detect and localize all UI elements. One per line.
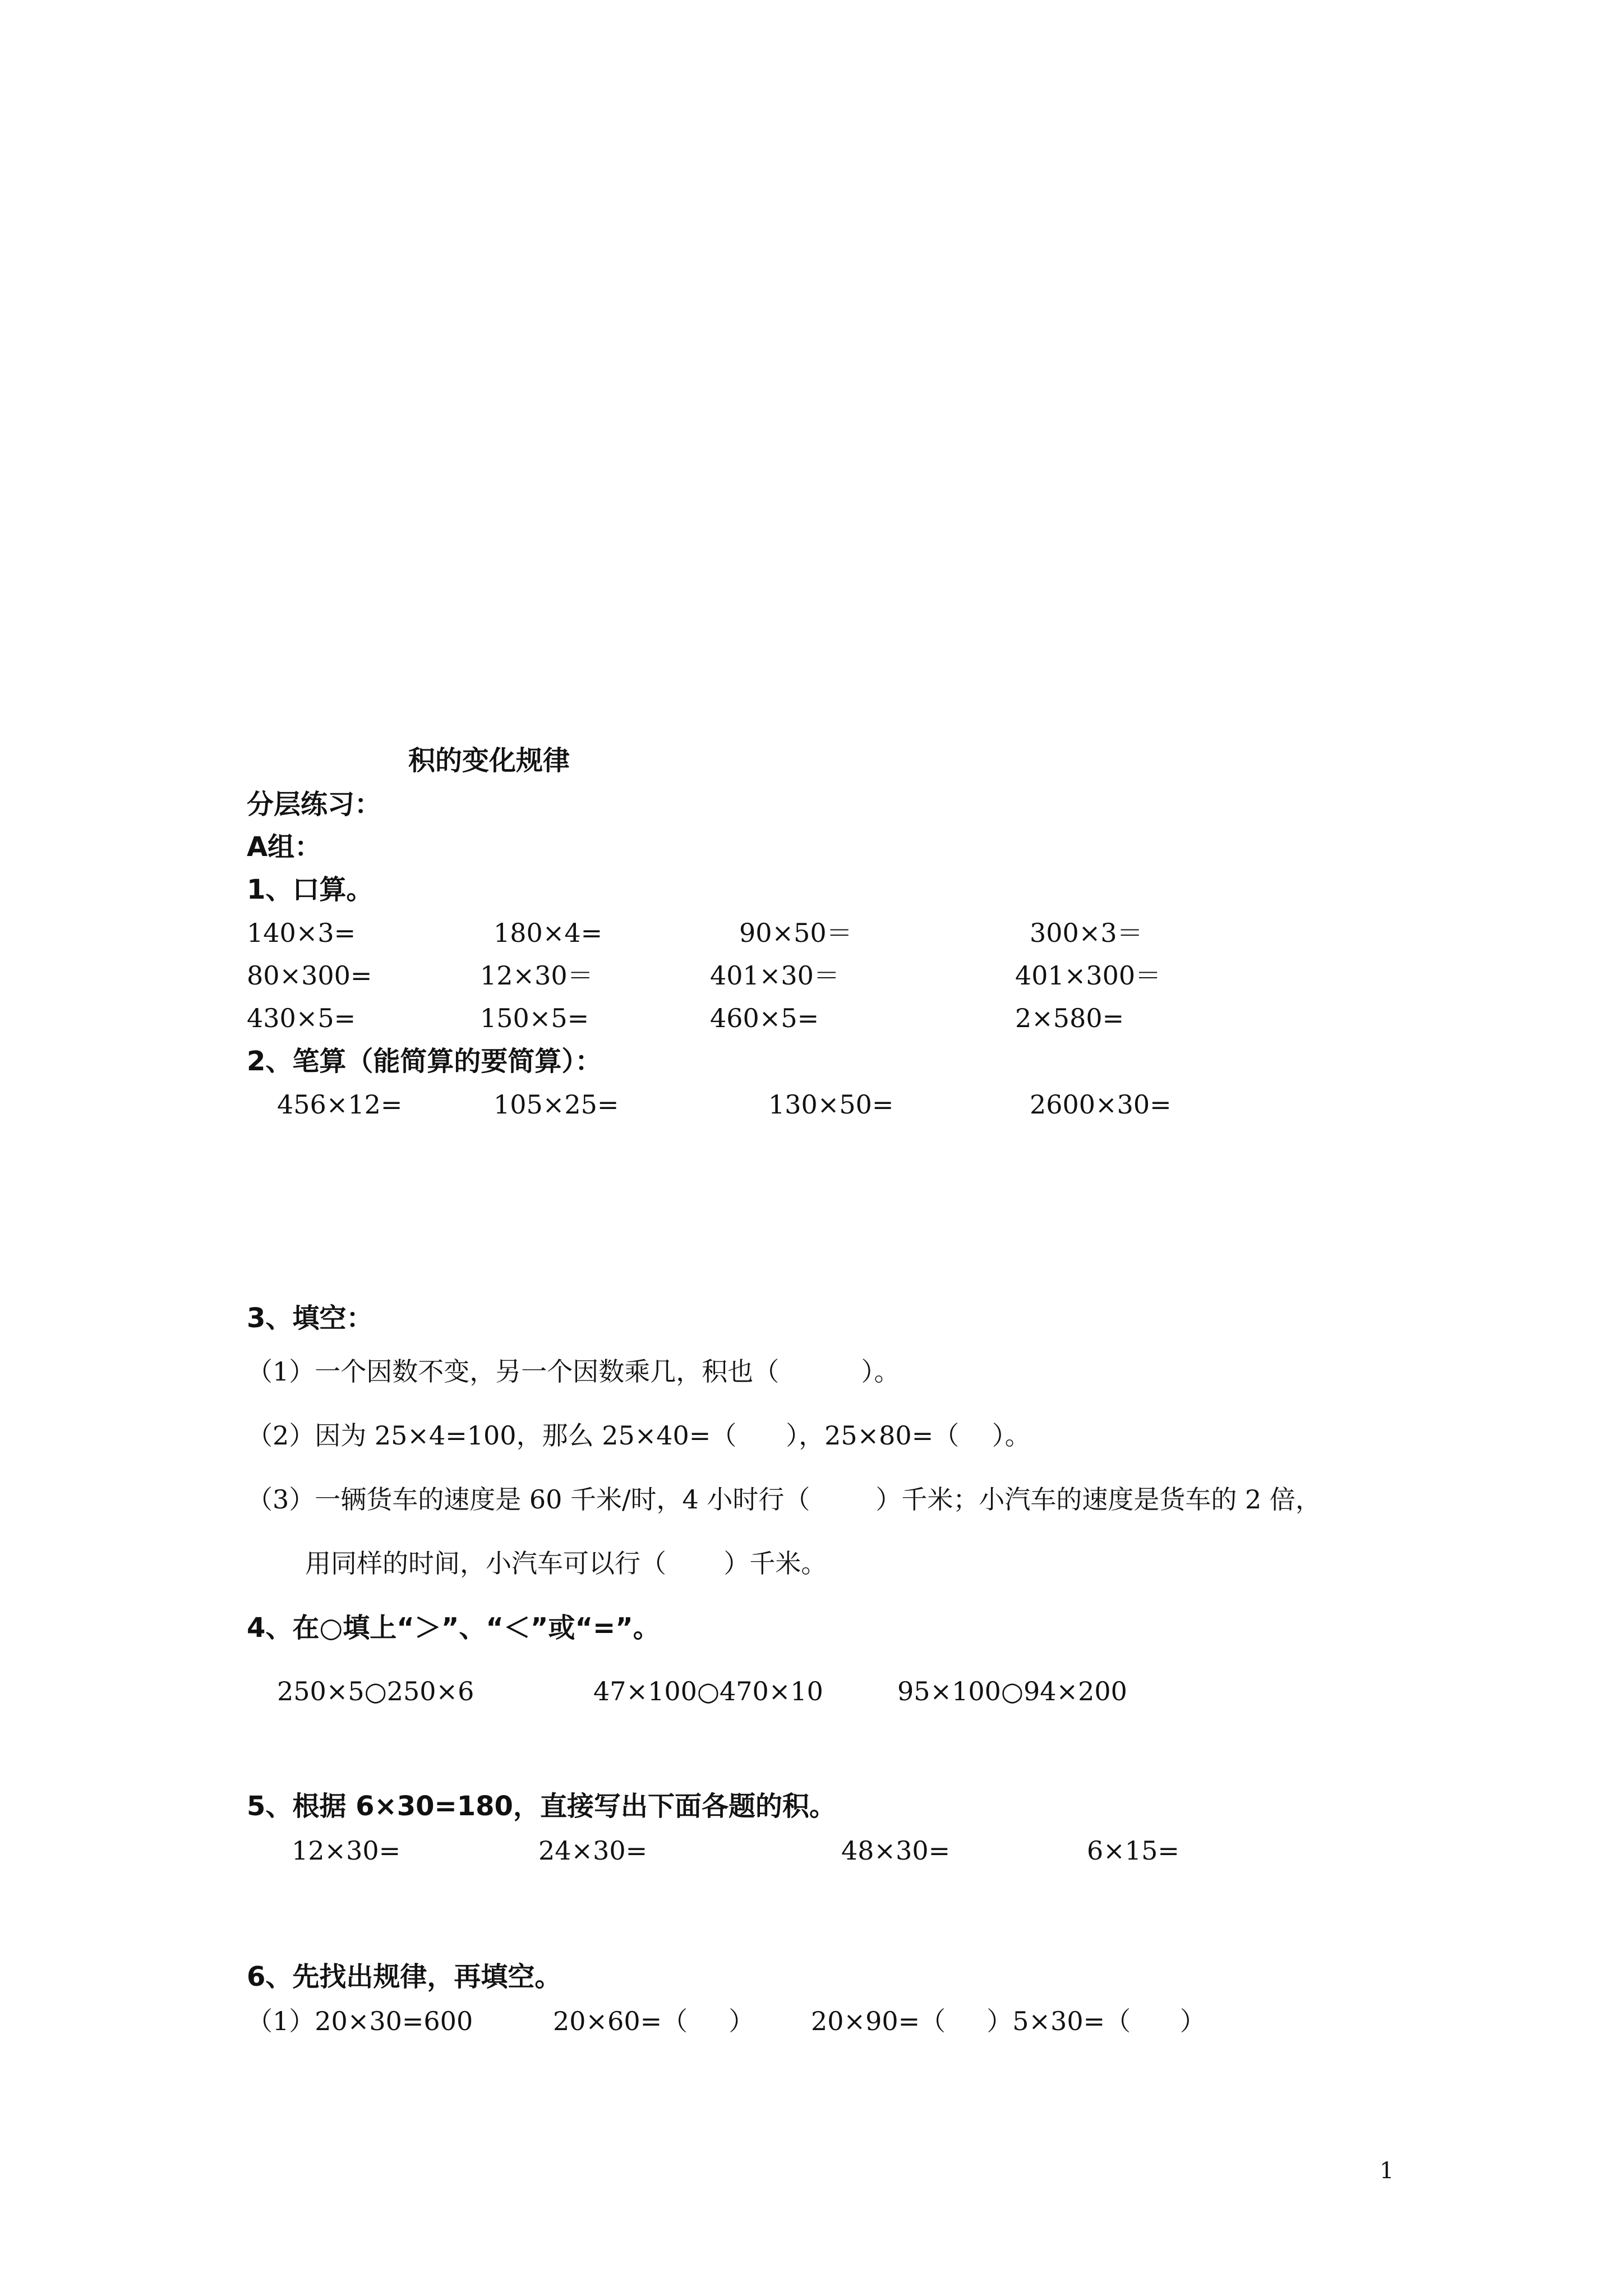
q6-heading: 6、先找出规律，再填空。 (247, 1961, 562, 1993)
q3-line: （3）一辆货车的速度是 60 千米/时，4 小时行（ ）千米；小汽车的速度是货车的 2 倍， (247, 1484, 1321, 1515)
q3-heading: 3、填空： (247, 1303, 374, 1334)
q1-item: 2×580= (1015, 1003, 1124, 1033)
q2-item: 2600×30= (1030, 1089, 1172, 1120)
q1-item: 150×5= (480, 1003, 589, 1033)
group-label: A组： (247, 831, 322, 863)
q1-item: 430×5= (247, 1003, 356, 1033)
q4-item: 250×5○250×6 (277, 1676, 474, 1706)
q3-line: 用同样的时间，小汽车可以行（ ）千米。 (305, 1548, 827, 1579)
q2-item: 456×12= (277, 1089, 403, 1120)
q2-item: 105×25= (494, 1089, 619, 1120)
q6-item: （1）20×30=600 (247, 2006, 473, 2036)
q5-item: 24×30= (538, 1835, 648, 1866)
q5-item: 12×30= (292, 1835, 401, 1866)
q1-item: 300×3＝ (1030, 918, 1143, 948)
q1-item: 460×5= (710, 1003, 819, 1033)
q2-heading: 2、笔算（能简算的要简算）： (247, 1046, 602, 1077)
q6-item: 20×90=（ ）5×30=（ ） (811, 2006, 1206, 2036)
q4-heading: 4、在○填上“＞”、“＜”或“=”。 (247, 1612, 660, 1644)
q2-item: 130×50= (768, 1089, 894, 1120)
q1-item: 180×4= (494, 918, 603, 948)
page-number: 1 (1380, 2158, 1394, 2184)
q1-item: 90×50＝ (739, 918, 852, 948)
q4-item: 95×100○94×200 (897, 1676, 1127, 1706)
q1-heading: 1、口算。 (247, 874, 374, 905)
q1-item: 12×30＝ (480, 960, 593, 991)
section-subtitle: 分层练习： (247, 789, 382, 820)
q1-item: 401×30＝ (710, 960, 840, 991)
q6-item: 20×60=（ ） (553, 2006, 755, 2036)
q1-item: 140×3= (247, 918, 356, 948)
q3-line: （2）因为 25×4=100，那么 25×40=（ ），25×80=（ ）。 (247, 1420, 1031, 1451)
q5-item: 6×15= (1087, 1835, 1179, 1866)
q5-item: 48×30= (841, 1835, 951, 1866)
q3-line: （1）一个因数不变，另一个因数乘几，积也（ ）。 (247, 1356, 900, 1387)
worksheet-title: 积的变化规律 (408, 745, 570, 776)
q5-heading: 5、根据 6×30=180，直接写出下面各题的积。 (247, 1791, 836, 1822)
q1-item: 80×300= (247, 960, 372, 991)
q4-item: 47×100○470×10 (593, 1676, 823, 1706)
q1-item: 401×300＝ (1015, 960, 1161, 991)
